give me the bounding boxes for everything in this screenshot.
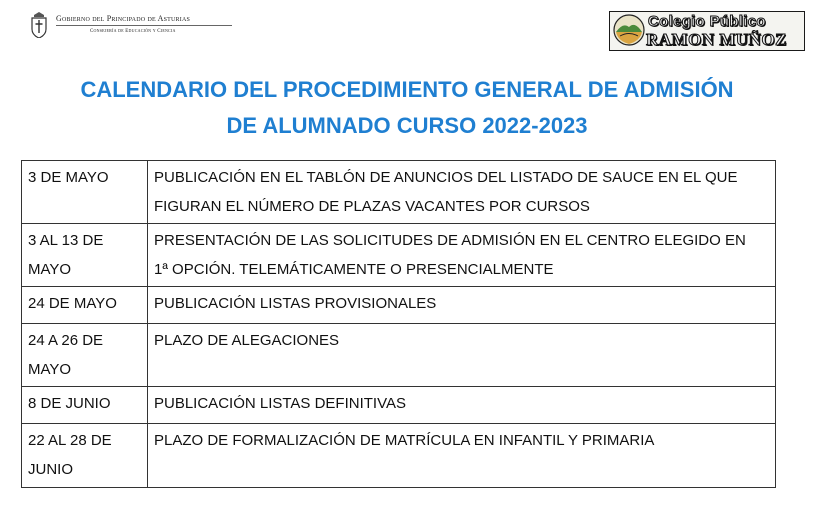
- date-text: 24 A 26 DE: [28, 332, 104, 349]
- school-name-line2: RAMON MUÑOZ: [646, 30, 788, 49]
- government-name: Gobierno del Principado de Asturias: [56, 14, 232, 26]
- table-row: [22, 161, 776, 224]
- page-header: [0, 0, 814, 60]
- date-text: 3 AL 13 DE: [28, 232, 104, 249]
- description-cell: [148, 161, 776, 224]
- date-cell: [22, 324, 148, 387]
- date-cell: [22, 224, 148, 287]
- table-row: [22, 387, 776, 424]
- date-cell: [22, 424, 148, 488]
- admission-calendar-table: [21, 160, 776, 488]
- date-text: JUNIO: [28, 461, 73, 478]
- description-text: PLAZO DE FORMALIZACIÓN DE MATRÍCULA EN INFANTIL Y PRIMARIA: [154, 432, 655, 449]
- government-logo: [30, 12, 232, 38]
- description-text: PUBLICACIÓN LISTAS DEFINITIVAS: [154, 395, 406, 412]
- date-cell: [22, 287, 148, 324]
- table-row: [22, 224, 776, 287]
- date-cell: [22, 387, 148, 424]
- date-cell: [22, 161, 148, 224]
- description-cell: [148, 324, 776, 387]
- description-cell: [148, 224, 776, 287]
- date-text: 22 AL 28 DE: [28, 432, 112, 449]
- table-row: [22, 324, 776, 387]
- department-name: Consejería de Educación y Ciencia: [90, 29, 176, 34]
- description-cell: [148, 424, 776, 488]
- date-text: MAYO: [28, 261, 72, 278]
- title-line-1: CALENDARIO DEL PROCEDIMIENTO GENERAL DE ADMISIÓN: [80, 77, 734, 102]
- school-logo: [609, 11, 805, 51]
- description-text: FIGURAN EL NÚMERO DE PLAZAS VACANTES POR CURSOS: [154, 198, 590, 215]
- description-text: PLAZO DE ALEGACIONES: [154, 332, 340, 349]
- table-row: [22, 287, 776, 324]
- title-line-2: DE ALUMNADO CURSO 2022-2023: [226, 113, 588, 138]
- table-row: [22, 424, 776, 488]
- school-name-line1: Colegio Público: [648, 13, 766, 30]
- school-emblem-icon: [613, 14, 645, 46]
- date-text: 8 DE JUNIO: [28, 395, 111, 412]
- date-text: 24 DE MAYO: [28, 295, 117, 312]
- description-text: PUBLICACIÓN EN EL TABLÓN DE ANUNCIOS DEL LISTADO DE SAUCE EN EL QUE: [154, 169, 738, 186]
- description-text: 1ª OPCIÓN. TELEMÁTICAMENTE O PRESENCIALMENTE: [154, 261, 554, 278]
- description-text: PRESENTACIÓN DE LAS SOLICITUDES DE ADMISIÓN EN EL CENTRO ELEGIDO EN: [154, 232, 746, 249]
- description-cell: [148, 387, 776, 424]
- description-cell: [148, 287, 776, 324]
- date-text: MAYO: [28, 361, 72, 378]
- document-title: [0, 72, 814, 144]
- date-text: 3 DE MAYO: [28, 169, 109, 186]
- description-text: PUBLICACIÓN LISTAS PROVISIONALES: [154, 295, 437, 312]
- asturias-coat-of-arms-icon: [30, 12, 48, 38]
